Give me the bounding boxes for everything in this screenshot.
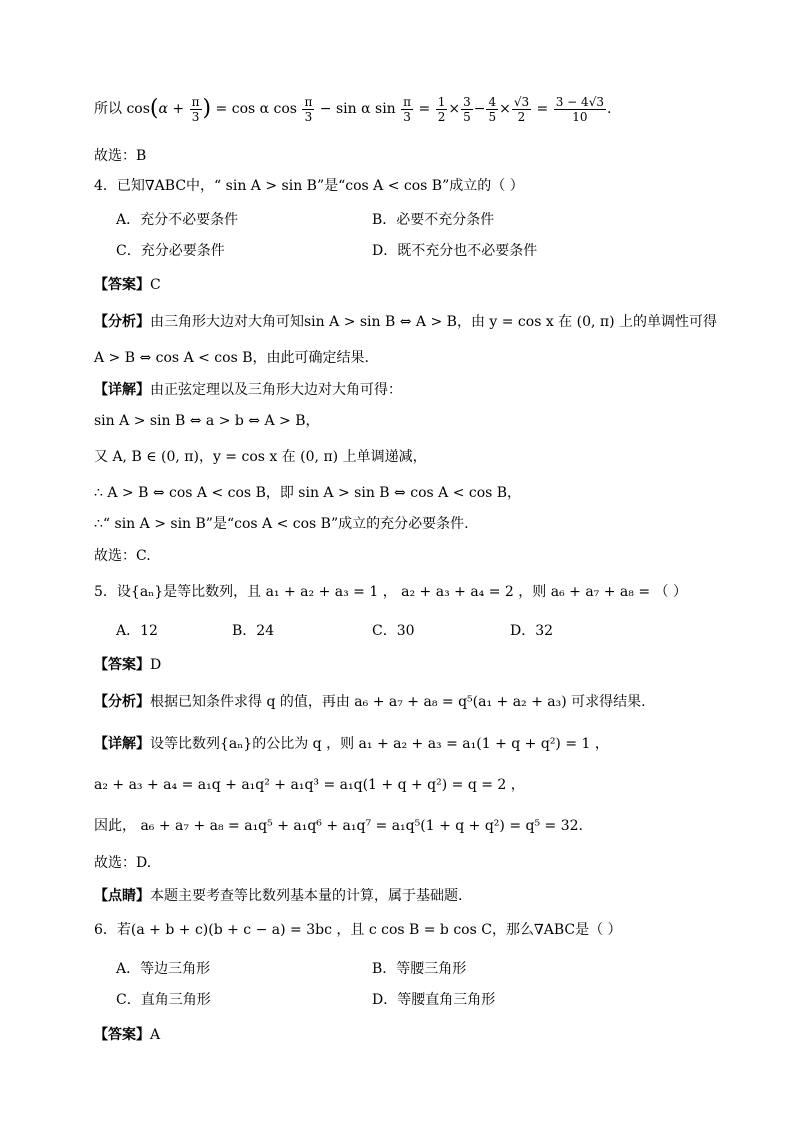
q5-option-a: A．12 [116,623,158,639]
detail-text: 设等比数列{aₙ}的公比为 q ，则 a₁ + a₂ + a₃ = a₁(1 + q + q²) = 1 ， [150,736,609,752]
frac-num: √3 [513,94,530,109]
formula-cos: cos [126,101,150,117]
detail-tag: 【详解】 [94,736,150,752]
q6-option-c: C．直角三角形 [116,992,211,1008]
q5-detail-2: 因此， a₆ + a₇ + a₈ = a₁q⁵ + a₁q⁶ + a₁q⁷ = a₁q⁵(1 + q + q²) = q⁵ = 32. [94,818,583,834]
formula-eq-2: = [536,101,549,117]
q4-option-c: C．充分必要条件 [116,243,225,259]
analysis-tag: 【分析】 [94,314,150,330]
q5-analysis [94,692,646,712]
frac-num: π [191,94,200,109]
analysis-text: 由三角形大边对大角可知sin A > sin B ⇔ A > B，由 y = cos x 在 (0, π) 上的单调性可得 [150,314,718,330]
frac-num: 4 [488,94,497,109]
frac-den: 2 [437,109,446,124]
question-5: 5．设{aₙ}是等比数列，且 a₁ + a₂ + a₃ = 1 ， a₂ + a₃ + a₄ = 2 ，则 a₆ + a₇ + a₈ = （ ） [94,584,687,600]
frac-den: 3 [304,109,313,124]
frac-num: π [304,94,313,109]
answer-tag: 【答案】 [94,277,150,293]
frac-den: 3 [191,109,200,124]
frac-den: 5 [463,109,471,124]
formula-eq: = [418,101,431,117]
frac-den: 5 [488,109,497,124]
frac-den: 2 [517,109,526,124]
q4-detail-2: 又 A, B ∈ (0, π)，y = cos x 在 (0, π) 上单调递减， [94,449,427,465]
question-4: 4．已知∇ABC中，“ sin A > sin B”是“cos A < cos B”成立的（ ） [94,178,524,194]
answer-value: C [150,277,161,293]
q4-detail-1: sin A > sin B ⇔ a > b ⇔ A > B， [94,413,320,429]
q4-analysis [94,312,717,332]
q5-option-b: B．24 [232,623,275,639]
note-tag: 【点睛】 [94,888,150,904]
formula-times-2: × [499,101,511,117]
formula-alpha-plus: α + [158,101,185,117]
q4-detail-4: ∴“ sin A > sin B”是“cos A < cos B”成立的充分必要条件. [94,516,469,532]
q5-choose: 故选：D. [94,855,152,871]
q4-answer [94,275,161,295]
note-text: 本题主要考查等比数列基本量的计算，属于基础题. [150,888,463,904]
q6-option-d: D．等腰直角三角形 [372,992,496,1008]
q4-analysis-2: A > B ⇔ cos A < cos B，由此可确定结果. [94,350,369,366]
formula-line [94,94,611,124]
q5-detail [94,734,609,754]
q5-detail-1: a₂ + a₃ + a₄ = a₁q + a₁q² + a₁q³ = a₁q(1 + q + q²) = q = 2 ， [94,777,525,793]
formula-period: . [606,101,612,117]
formula-minus: − [473,101,486,117]
formula-times: × [448,101,461,117]
frac-num: 3 [463,94,471,109]
left-paren: ( [149,96,159,121]
frac-den: 3 [403,109,411,124]
q6-option-b: B．等腰三角形 [372,961,467,977]
answer-value: D [150,657,162,673]
detail-text: 由正弦定理以及三角形大边对大角可得： [150,382,402,398]
fraction-sqrt3-2 [512,95,531,124]
answer-tag: 【答案】 [94,1027,150,1043]
answer-tag: 【答案】 [94,657,150,673]
q5-option-d: D．32 [510,623,554,639]
q4-option-a: A．充分不必要条件 [116,212,239,228]
q5-note [94,886,462,906]
formula-part-c: = cos α cos [215,101,297,117]
analysis-text: 根据已知条件求得 q 的值，再由 a₆ + a₇ + a₈ = q⁵(a₁ + a₂ + a₃) 可求得结果. [150,694,646,710]
q4-detail [94,380,402,400]
fraction-pi-over-3-b [302,95,314,124]
question-6: 6．若(a + b + c)(b + c − a) = 3bc ，且 c cos B = b cos C，那么∇ABC是（ ） [94,922,622,938]
q4-choose: 故选：C. [94,548,151,564]
q5-answer [94,655,161,675]
q4-option-b: B．必要不充分条件 [372,212,495,228]
frac-num: 1 [437,94,446,109]
q6-answer [94,1025,160,1045]
detail-tag: 【详解】 [94,382,150,398]
fraction-final [554,95,606,124]
fraction-pi-over-3-c [401,95,413,124]
formula-prefix: 所以 [94,101,122,117]
q4-detail-3: ∴ A > B ⇔ cos A < cos B，即 sin A > sin B ⇔ cos A < cos B， [94,485,522,501]
frac-num: π [403,94,412,109]
right-paren: ) [202,96,212,121]
fraction-3-5 [461,95,473,124]
fraction-1-2 [436,95,448,124]
q4-option-d: D．既不充分也不必要条件 [372,243,538,259]
formula-part-d: − sin α sin [319,101,396,117]
q6-option-a: A．等边三角形 [116,961,211,977]
fraction-pi-over-3 [190,95,202,124]
answer-value: A [150,1027,161,1043]
q5-option-c: C．30 [372,623,415,639]
choose-b: 故选：B [94,148,147,164]
frac-num: 3 − 4√3 [555,94,604,109]
frac-den: 10 [572,109,588,124]
fraction-4-5 [486,95,498,124]
analysis-tag: 【分析】 [94,694,150,710]
